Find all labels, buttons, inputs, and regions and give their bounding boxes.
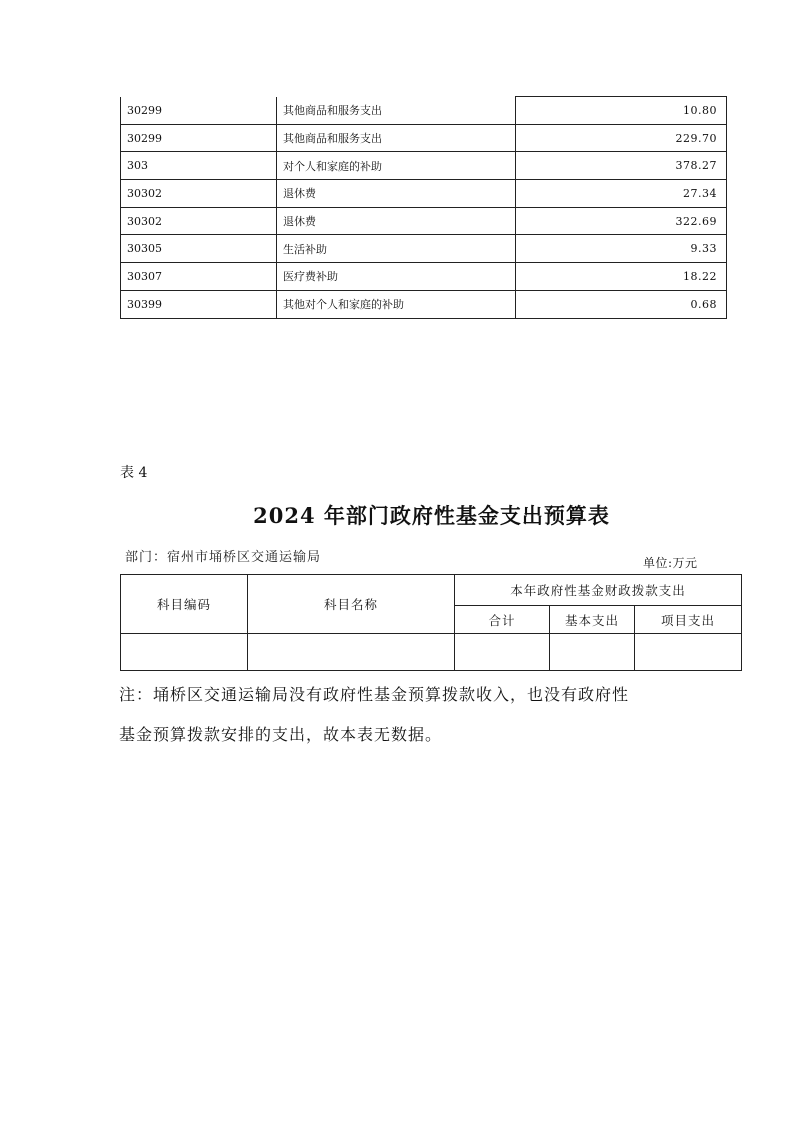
table-row bbox=[121, 263, 727, 291]
empty-cell bbox=[455, 634, 550, 671]
note-line-1: 注：埇桥区交通运输局没有政府性基金预算拨款收入，也没有政府性 bbox=[119, 685, 630, 704]
name-cell: 生活补助 bbox=[277, 235, 516, 263]
amount-cell: 229.70 bbox=[516, 124, 727, 152]
note-line-2: 基金预算拨款安排的支出，故本表无数据。 bbox=[119, 725, 443, 744]
code-cell: 30307 bbox=[121, 263, 277, 291]
header-group: 本年政府性基金财政拨款支出 bbox=[455, 575, 742, 606]
name-cell: 退休费 bbox=[277, 207, 516, 235]
amount-cell: 0.68 bbox=[516, 290, 727, 318]
name-cell: 其他商品和服务支出 bbox=[277, 124, 516, 152]
empty-cell bbox=[635, 634, 742, 671]
table-row bbox=[121, 180, 727, 208]
empty-cell bbox=[248, 634, 455, 671]
table-row bbox=[121, 124, 727, 152]
amount-cell: 27.34 bbox=[516, 180, 727, 208]
code-cell: 30302 bbox=[121, 207, 277, 235]
table-row bbox=[121, 207, 727, 235]
fund-budget-table bbox=[120, 574, 742, 671]
header-total: 合计 bbox=[455, 606, 550, 634]
table-label: 表 4 bbox=[120, 465, 148, 481]
amount-cell: 18.22 bbox=[516, 263, 727, 291]
amount-cell: 10.80 bbox=[516, 97, 727, 125]
empty-cell bbox=[550, 634, 635, 671]
table-row bbox=[121, 290, 727, 318]
empty-cell bbox=[121, 634, 248, 671]
code-cell: 303 bbox=[121, 152, 277, 180]
expenditure-table bbox=[120, 96, 727, 319]
code-cell: 30299 bbox=[121, 124, 277, 152]
department-label: 部门：宿州市埇桥区交通运输局 bbox=[125, 550, 322, 565]
name-cell: 其他对个人和家庭的补助 bbox=[277, 290, 516, 318]
amount-cell: 322.69 bbox=[516, 207, 727, 235]
amount-cell: 9.33 bbox=[516, 235, 727, 263]
name-cell: 其他商品和服务支出 bbox=[277, 97, 516, 125]
header-row bbox=[121, 575, 742, 606]
unit-label: 单位:万元 bbox=[643, 556, 698, 570]
name-cell: 对个人和家庭的补助 bbox=[277, 152, 516, 180]
code-cell: 30299 bbox=[121, 97, 277, 125]
header-basic: 基本支出 bbox=[550, 606, 635, 634]
name-cell: 退休费 bbox=[277, 180, 516, 208]
code-cell: 30302 bbox=[121, 180, 277, 208]
table-row bbox=[121, 235, 727, 263]
amount-cell: 378.27 bbox=[516, 152, 727, 180]
table-row bbox=[121, 97, 727, 125]
header-code: 科目编码 bbox=[121, 575, 248, 634]
table-row bbox=[121, 634, 742, 671]
code-cell: 30399 bbox=[121, 290, 277, 318]
table-row bbox=[121, 152, 727, 180]
name-cell: 医疗费补助 bbox=[277, 263, 516, 291]
code-cell: 30305 bbox=[121, 235, 277, 263]
header-name: 科目名称 bbox=[248, 575, 455, 634]
page-title: 2024 年部门政府性基金支出预算表 bbox=[253, 503, 610, 528]
header-project: 项目支出 bbox=[635, 606, 742, 634]
